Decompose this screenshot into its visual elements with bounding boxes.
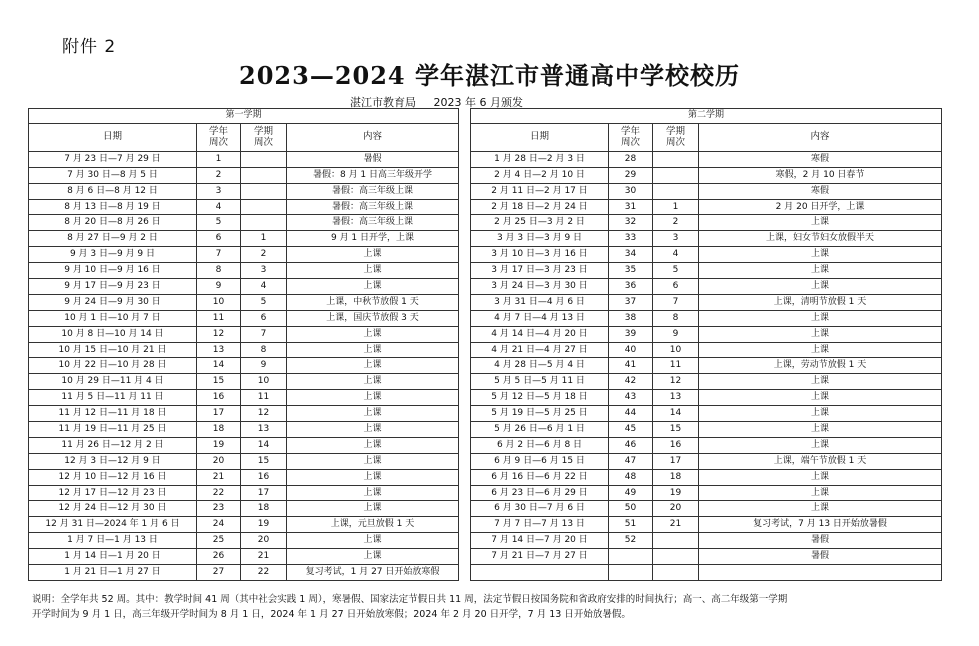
s2-content-cell: 复习考试，7 月 13 日开始放暑假 — [699, 517, 942, 533]
s2-date-cell: 3 月 10 日—3 月 16 日 — [471, 247, 609, 263]
s2-content-cell: 上课 — [699, 310, 942, 326]
s2-term-week-cell — [653, 533, 699, 549]
s2-school-week-cell: 34 — [609, 247, 653, 263]
column-gap — [459, 549, 471, 565]
s2-term-week-cell: 12 — [653, 374, 699, 390]
s2-term-week-cell — [653, 183, 699, 199]
s2-school-week-cell: 30 — [609, 183, 653, 199]
s2-date-cell: 3 月 17 日—3 月 23 日 — [471, 263, 609, 279]
table-row — [29, 501, 942, 517]
s2-school-week-cell: 45 — [609, 422, 653, 438]
s1-date-cell: 10 月 15 日—10 月 21 日 — [29, 342, 197, 358]
s1-school-week-cell: 26 — [197, 549, 241, 565]
column-gap — [459, 294, 471, 310]
s1-content-cell: 暑假：高三年级上课 — [287, 183, 459, 199]
s1-term-week-cell: 11 — [241, 390, 287, 406]
s2-school-week-cell: 50 — [609, 501, 653, 517]
table-row — [29, 437, 942, 453]
s1-school-week-cell: 22 — [197, 485, 241, 501]
s1-date-cell: 11 月 19 日—11 月 25 日 — [29, 422, 197, 438]
s2-school-week-header: 学年 周次 — [609, 123, 653, 151]
s2-content-cell: 上课 — [699, 390, 942, 406]
s2-date-cell: 5 月 19 日—5 月 25 日 — [471, 406, 609, 422]
s2-date-cell: 4 月 14 日—4 月 20 日 — [471, 326, 609, 342]
s2-date-cell: 3 月 3 日—3 月 9 日 — [471, 231, 609, 247]
table-row — [29, 310, 942, 326]
school-calendar-table — [28, 108, 942, 581]
s1-content-cell: 上课 — [287, 374, 459, 390]
s1-date-cell: 10 月 1 日—10 月 7 日 — [29, 310, 197, 326]
s1-term-week-cell: 15 — [241, 453, 287, 469]
column-gap — [459, 374, 471, 390]
s2-date-cell: 6 月 9 日—6 月 15 日 — [471, 453, 609, 469]
s1-date-cell: 12 月 17 日—12 月 23 日 — [29, 485, 197, 501]
s1-content-cell: 上课，国庆节放假 3 天 — [287, 310, 459, 326]
table-row — [29, 374, 942, 390]
s2-content-cell: 上课，清明节放假 1 天 — [699, 294, 942, 310]
s2-content-cell: 上课 — [699, 437, 942, 453]
s2-school-week-cell: 36 — [609, 279, 653, 295]
column-gap — [459, 469, 471, 485]
s2-school-week-cell: 49 — [609, 485, 653, 501]
s2-school-week-cell: 48 — [609, 469, 653, 485]
table-row — [29, 469, 942, 485]
s1-school-week-cell: 20 — [197, 453, 241, 469]
s2-content-cell: 暑假 — [699, 533, 942, 549]
s2-term-week-cell: 7 — [653, 294, 699, 310]
s1-school-week-cell: 10 — [197, 294, 241, 310]
column-gap — [459, 406, 471, 422]
s1-term-week-header: 学期 周次 — [241, 123, 287, 151]
s1-term-week-cell: 22 — [241, 565, 287, 581]
s1-term-week-cell — [241, 199, 287, 215]
s2-content-cell: 上课 — [699, 247, 942, 263]
s1-content-cell: 上课，中秋节放假 1 天 — [287, 294, 459, 310]
s1-school-week-cell: 27 — [197, 565, 241, 581]
s1-school-week-cell: 21 — [197, 469, 241, 485]
s1-date-cell: 8 月 20 日—8 月 26 日 — [29, 215, 197, 231]
s1-term-week-cell: 19 — [241, 517, 287, 533]
s1-school-week-cell: 5 — [197, 215, 241, 231]
s1-term-week-cell: 14 — [241, 437, 287, 453]
s2-term-week-cell: 8 — [653, 310, 699, 326]
s1-school-week-cell: 17 — [197, 406, 241, 422]
column-gap — [459, 453, 471, 469]
s2-school-week-cell: 32 — [609, 215, 653, 231]
s1-term-week-cell: 20 — [241, 533, 287, 549]
s2-content-cell: 寒假 — [699, 151, 942, 167]
s1-content-cell: 上课 — [287, 469, 459, 485]
s1-term-week-cell: 8 — [241, 342, 287, 358]
s2-term-week-cell: 21 — [653, 517, 699, 533]
s2-school-week-cell: 43 — [609, 390, 653, 406]
s2-school-week-cell: 28 — [609, 151, 653, 167]
s1-content-cell: 上课 — [287, 406, 459, 422]
column-gap — [459, 533, 471, 549]
s2-content-cell: 寒假 — [699, 183, 942, 199]
table-row — [29, 342, 942, 358]
table-row — [29, 326, 942, 342]
s2-content-cell: 暑假 — [699, 549, 942, 565]
s1-term-week-cell — [241, 183, 287, 199]
s2-date-cell: 6 月 30 日—7 月 6 日 — [471, 501, 609, 517]
s1-term-week-cell: 13 — [241, 422, 287, 438]
s1-term-week-cell: 10 — [241, 374, 287, 390]
s2-term-week-cell: 3 — [653, 231, 699, 247]
column-gap — [459, 247, 471, 263]
s1-content-cell: 上课 — [287, 358, 459, 374]
column-gap — [459, 199, 471, 215]
s1-term-week-cell: 17 — [241, 485, 287, 501]
column-gap — [459, 279, 471, 295]
s1-content-cell: 上课 — [287, 453, 459, 469]
s1-date-cell: 10 月 29 日—11 月 4 日 — [29, 374, 197, 390]
s2-content-cell: 上课，妇女节妇女放假半天 — [699, 231, 942, 247]
s1-school-week-cell: 6 — [197, 231, 241, 247]
s2-content-header: 内容 — [699, 123, 942, 151]
s2-term-week-cell: 9 — [653, 326, 699, 342]
column-gap — [459, 485, 471, 501]
table-row — [29, 279, 942, 295]
s2-content-cell: 上课 — [699, 485, 942, 501]
column-gap — [459, 231, 471, 247]
s1-school-week-cell: 18 — [197, 422, 241, 438]
s2-date-header: 日期 — [471, 123, 609, 151]
s1-term-week-cell — [241, 167, 287, 183]
explanatory-note — [32, 592, 952, 622]
column-gap — [459, 310, 471, 326]
s2-term-week-cell: 10 — [653, 342, 699, 358]
s1-school-week-cell: 7 — [197, 247, 241, 263]
s1-date-cell: 9 月 17 日—9 月 23 日 — [29, 279, 197, 295]
s1-date-cell: 1 月 14 日—1 月 20 日 — [29, 549, 197, 565]
column-gap — [459, 437, 471, 453]
s2-term-week-cell: 16 — [653, 437, 699, 453]
s2-school-week-cell — [609, 549, 653, 565]
s2-content-cell: 上课 — [699, 263, 942, 279]
column-gap — [459, 123, 471, 151]
s2-date-cell: 5 月 26 日—6 月 1 日 — [471, 422, 609, 438]
s2-term-week-cell: 20 — [653, 501, 699, 517]
s2-date-cell: 5 月 12 日—5 月 18 日 — [471, 390, 609, 406]
table-row — [29, 199, 942, 215]
s2-term-week-cell: 13 — [653, 390, 699, 406]
s1-content-cell: 上课 — [287, 390, 459, 406]
s1-date-cell: 10 月 22 日—10 月 28 日 — [29, 358, 197, 374]
issue-date: 2023 年 6 月颁发 — [433, 96, 523, 109]
s2-term-week-cell — [653, 565, 699, 581]
column-gap — [459, 422, 471, 438]
s1-content-cell: 上课 — [287, 549, 459, 565]
s1-date-cell: 9 月 24 日—9 月 30 日 — [29, 294, 197, 310]
s1-term-week-cell — [241, 215, 287, 231]
s2-date-cell — [471, 565, 609, 581]
s2-term-week-cell: 4 — [653, 247, 699, 263]
s1-content-cell: 上课 — [287, 437, 459, 453]
s1-school-week-cell: 25 — [197, 533, 241, 549]
s2-content-cell: 上课 — [699, 374, 942, 390]
s2-date-cell: 6 月 23 日—6 月 29 日 — [471, 485, 609, 501]
s1-date-cell: 1 月 21 日—1 月 27 日 — [29, 565, 197, 581]
s1-date-cell: 1 月 7 日—1 月 13 日 — [29, 533, 197, 549]
table-row — [29, 294, 942, 310]
s1-content-cell: 暑假：高三年级上课 — [287, 215, 459, 231]
s2-content-cell: 上课 — [699, 406, 942, 422]
semester2-title: 第二学期 — [471, 109, 942, 124]
s2-school-week-cell: 33 — [609, 231, 653, 247]
s2-date-cell: 7 月 21 日—7 月 27 日 — [471, 549, 609, 565]
s2-date-cell: 1 月 28 日—2 月 3 日 — [471, 151, 609, 167]
s2-date-cell: 2 月 18 日—2 月 24 日 — [471, 199, 609, 215]
table-row — [29, 549, 942, 565]
s1-content-cell: 上课 — [287, 342, 459, 358]
s2-school-week-cell: 47 — [609, 453, 653, 469]
s1-date-cell: 12 月 24 日—12 月 30 日 — [29, 501, 197, 517]
s1-date-cell: 12 月 3 日—12 月 9 日 — [29, 453, 197, 469]
table-row — [29, 151, 942, 167]
s1-date-cell: 8 月 6 日—8 月 12 日 — [29, 183, 197, 199]
s2-content-cell: 上课，劳动节放假 1 天 — [699, 358, 942, 374]
column-gap — [459, 517, 471, 533]
s2-content-cell: 2 月 20 日开学，上课 — [699, 199, 942, 215]
s2-term-week-cell — [653, 549, 699, 565]
s2-school-week-cell: 51 — [609, 517, 653, 533]
note-line-2: 开学时间为 9 月 1 日，高三年级开学时间为 8 月 1 日，2024 年 1 月 27 日开始放寒假；2024 年 2 月 20 日开学，7 月 13 日开始放暑假。 — [32, 609, 631, 620]
s1-school-week-cell: 12 — [197, 326, 241, 342]
s2-school-week-cell: 35 — [609, 263, 653, 279]
s1-date-cell: 12 月 31 日—2024 年 1 月 6 日 — [29, 517, 197, 533]
s2-term-week-header: 学期 周次 — [653, 123, 699, 151]
s2-school-week-cell: 39 — [609, 326, 653, 342]
s1-term-week-cell: 2 — [241, 247, 287, 263]
s2-school-week-cell: 44 — [609, 406, 653, 422]
s2-content-cell: 上课 — [699, 469, 942, 485]
table-row — [29, 183, 942, 199]
table-row — [29, 533, 942, 549]
s1-date-cell: 7 月 30 日—8 月 5 日 — [29, 167, 197, 183]
column-gap — [459, 109, 471, 124]
s1-school-week-cell: 4 — [197, 199, 241, 215]
column-gap — [459, 183, 471, 199]
s2-date-cell: 4 月 21 日—4 月 27 日 — [471, 342, 609, 358]
table-row — [29, 485, 942, 501]
s2-date-cell: 7 月 7 日—7 月 13 日 — [471, 517, 609, 533]
s1-content-cell: 上课，元旦放假 1 天 — [287, 517, 459, 533]
s1-date-cell: 10 月 8 日—10 月 14 日 — [29, 326, 197, 342]
s1-school-week-cell: 3 — [197, 183, 241, 199]
s2-content-cell — [699, 565, 942, 581]
s1-date-cell: 7 月 23 日—7 月 29 日 — [29, 151, 197, 167]
s1-content-cell: 暑假 — [287, 151, 459, 167]
table-row — [29, 167, 942, 183]
s1-content-cell: 上课 — [287, 247, 459, 263]
column-gap — [459, 151, 471, 167]
s1-term-week-cell — [241, 151, 287, 167]
s2-date-cell: 4 月 7 日—4 月 13 日 — [471, 310, 609, 326]
s1-term-week-cell: 21 — [241, 549, 287, 565]
table-row — [29, 390, 942, 406]
s2-term-week-cell: 17 — [653, 453, 699, 469]
s1-term-week-cell: 12 — [241, 406, 287, 422]
s1-date-cell: 8 月 13 日—8 月 19 日 — [29, 199, 197, 215]
s1-content-cell: 上课 — [287, 263, 459, 279]
column-gap — [459, 167, 471, 183]
s2-term-week-cell — [653, 151, 699, 167]
table-row — [29, 565, 942, 581]
s2-school-week-cell: 29 — [609, 167, 653, 183]
s1-school-week-cell: 24 — [197, 517, 241, 533]
table-row — [29, 517, 942, 533]
s1-term-week-cell: 7 — [241, 326, 287, 342]
s2-school-week-cell: 37 — [609, 294, 653, 310]
column-gap — [459, 263, 471, 279]
s1-school-week-cell: 13 — [197, 342, 241, 358]
s2-term-week-cell: 14 — [653, 406, 699, 422]
s2-date-cell: 5 月 5 日—5 月 11 日 — [471, 374, 609, 390]
s2-date-cell: 3 月 31 日—4 月 6 日 — [471, 294, 609, 310]
s2-content-cell: 上课，端午节放假 1 天 — [699, 453, 942, 469]
s1-date-cell: 11 月 5 日—11 月 11 日 — [29, 390, 197, 406]
s1-term-week-cell: 5 — [241, 294, 287, 310]
s2-school-week-cell: 46 — [609, 437, 653, 453]
s2-date-cell: 4 月 28 日—5 月 4 日 — [471, 358, 609, 374]
s1-term-week-cell: 3 — [241, 263, 287, 279]
column-gap — [459, 342, 471, 358]
s2-term-week-cell: 2 — [653, 215, 699, 231]
s1-content-cell: 上课 — [287, 422, 459, 438]
column-gap — [459, 215, 471, 231]
s1-content-cell: 复习考试，1 月 27 日开始放寒假 — [287, 565, 459, 581]
column-gap — [459, 501, 471, 517]
s1-school-week-header: 学年 周次 — [197, 123, 241, 151]
s2-date-cell: 7 月 14 日—7 月 20 日 — [471, 533, 609, 549]
s2-date-cell: 2 月 11 日—2 月 17 日 — [471, 183, 609, 199]
s2-term-week-cell: 11 — [653, 358, 699, 374]
s1-date-cell: 8 月 27 日—9 月 2 日 — [29, 231, 197, 247]
table-row — [29, 247, 942, 263]
s2-content-cell: 寒假，2 月 10 日春节 — [699, 167, 942, 183]
s2-term-week-cell — [653, 167, 699, 183]
table-row — [29, 231, 942, 247]
s2-content-cell: 上课 — [699, 326, 942, 342]
s2-school-week-cell: 41 — [609, 358, 653, 374]
attachment-label: 附件 2 — [62, 37, 117, 57]
table-row — [29, 263, 942, 279]
s1-school-week-cell: 1 — [197, 151, 241, 167]
s1-date-header: 日期 — [29, 123, 197, 151]
page-title: 2023—2024 学年湛江市普通高中学校校历 — [239, 61, 740, 90]
s1-school-week-cell: 23 — [197, 501, 241, 517]
s1-content-cell: 9 月 1 日开学，上课 — [287, 231, 459, 247]
s2-school-week-cell: 31 — [609, 199, 653, 215]
s2-school-week-cell: 40 — [609, 342, 653, 358]
s2-content-cell: 上课 — [699, 279, 942, 295]
column-gap — [459, 565, 471, 581]
s2-term-week-cell: 19 — [653, 485, 699, 501]
s1-school-week-cell: 2 — [197, 167, 241, 183]
s2-date-cell: 3 月 24 日—3 月 30 日 — [471, 279, 609, 295]
s2-school-week-cell — [609, 565, 653, 581]
table-row — [29, 358, 942, 374]
table-row — [29, 406, 942, 422]
s1-term-week-cell: 6 — [241, 310, 287, 326]
note-line-1: 说明：全学年共 52 周。其中：教学时间 41 周（其中社会实践 1 周），寒暑假、国家法定节假日共 11 周，法定节假日按国务院和省政府安排的时间执行；高一、高二年级第一学期 — [32, 594, 788, 605]
s1-date-cell: 12 月 10 日—12 月 16 日 — [29, 469, 197, 485]
s1-school-week-cell: 16 — [197, 390, 241, 406]
s2-term-week-cell: 18 — [653, 469, 699, 485]
semester1-title: 第一学期 — [29, 109, 459, 124]
s2-term-week-cell: 5 — [653, 263, 699, 279]
s1-school-week-cell: 19 — [197, 437, 241, 453]
s1-content-cell: 暑假：高三年级上课 — [287, 199, 459, 215]
s1-date-cell: 9 月 10 日—9 月 16 日 — [29, 263, 197, 279]
s1-term-week-cell: 9 — [241, 358, 287, 374]
s2-term-week-cell: 15 — [653, 422, 699, 438]
s2-school-week-cell: 38 — [609, 310, 653, 326]
s1-school-week-cell: 15 — [197, 374, 241, 390]
s1-content-cell: 上课 — [287, 279, 459, 295]
s1-date-cell: 11 月 26 日—12 月 2 日 — [29, 437, 197, 453]
s1-content-cell: 上课 — [287, 533, 459, 549]
s2-date-cell: 2 月 25 日—3 月 2 日 — [471, 215, 609, 231]
s1-term-week-cell: 16 — [241, 469, 287, 485]
s1-school-week-cell: 14 — [197, 358, 241, 374]
s1-date-cell: 11 月 12 日—11 月 18 日 — [29, 406, 197, 422]
s2-term-week-cell: 1 — [653, 199, 699, 215]
table-row — [29, 215, 942, 231]
s2-content-cell: 上课 — [699, 342, 942, 358]
s1-school-week-cell: 11 — [197, 310, 241, 326]
s1-content-header: 内容 — [287, 123, 459, 151]
s1-term-week-cell: 18 — [241, 501, 287, 517]
table-row — [29, 453, 942, 469]
s2-content-cell: 上课 — [699, 215, 942, 231]
column-gap — [459, 326, 471, 342]
s1-content-cell: 上课 — [287, 485, 459, 501]
s1-content-cell: 上课 — [287, 326, 459, 342]
s1-content-cell: 上课 — [287, 501, 459, 517]
issuer-name: 湛江市教育局 — [350, 96, 416, 109]
s2-term-week-cell: 6 — [653, 279, 699, 295]
s2-content-cell: 上课 — [699, 422, 942, 438]
s2-school-week-cell: 42 — [609, 374, 653, 390]
s1-term-week-cell: 4 — [241, 279, 287, 295]
s2-date-cell: 2 月 4 日—2 月 10 日 — [471, 167, 609, 183]
s1-date-cell: 9 月 3 日—9 月 9 日 — [29, 247, 197, 263]
column-gap — [459, 390, 471, 406]
column-gap — [459, 358, 471, 374]
s1-content-cell: 暑假：8 月 1 日高三年级开学 — [287, 167, 459, 183]
table-row — [29, 422, 942, 438]
s2-school-week-cell: 52 — [609, 533, 653, 549]
s2-date-cell: 6 月 2 日—6 月 8 日 — [471, 437, 609, 453]
s1-school-week-cell: 9 — [197, 279, 241, 295]
s2-date-cell: 6 月 16 日—6 月 22 日 — [471, 469, 609, 485]
s2-content-cell: 上课 — [699, 501, 942, 517]
s1-term-week-cell: 1 — [241, 231, 287, 247]
s1-school-week-cell: 8 — [197, 263, 241, 279]
